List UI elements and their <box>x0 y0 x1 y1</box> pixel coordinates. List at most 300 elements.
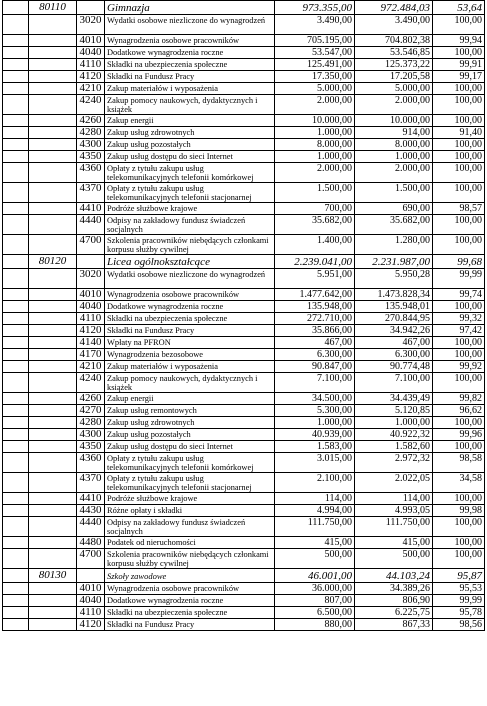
item-name: Zakup materiałów i wyposażenia <box>105 361 275 373</box>
table-row <box>3 393 485 405</box>
item-name: Zakup usług remontowych <box>105 405 275 417</box>
paragraph-code: 4480 <box>77 537 105 549</box>
blank-cell <box>29 473 77 493</box>
paragraph-code: 4300 <box>77 139 105 151</box>
section-exec: 972.484,03 <box>355 1 433 15</box>
section-plan: 973.355,00 <box>275 1 355 15</box>
paragraph-code: 4430 <box>77 505 105 517</box>
blank-cell <box>29 183 77 203</box>
blank-cell <box>3 313 29 325</box>
item-exec: 4.993,05 <box>355 505 433 517</box>
table-row <box>3 505 485 517</box>
item-name: Opłaty z tytułu zakupu usług telekomunikacyjnych telefonii komórkowej <box>105 453 275 473</box>
item-pct: 99,32 <box>433 313 485 325</box>
table-row <box>3 163 485 183</box>
section-name: Licea ogólnokształcące <box>105 255 275 269</box>
item-name: Odpisy na zakładowy fundusz świadczeń socjalnych <box>105 215 275 235</box>
blank-cell <box>29 47 77 59</box>
item-plan: 705.195,00 <box>275 35 355 47</box>
item-pct: 100,00 <box>433 183 485 203</box>
blank-cell <box>29 127 77 139</box>
table-row <box>3 35 485 47</box>
table-row <box>3 607 485 619</box>
paragraph-code: 4210 <box>77 361 105 373</box>
item-exec: 17.205,58 <box>355 71 433 83</box>
blank-cell <box>29 549 77 569</box>
blank-cell <box>29 71 77 83</box>
item-exec: 34.942,26 <box>355 325 433 337</box>
item-plan: 114,00 <box>275 493 355 505</box>
item-pct: 91,40 <box>433 127 485 139</box>
item-name: Podatek od nieruchomości <box>105 537 275 549</box>
item-pct: 98,58 <box>433 453 485 473</box>
table-row <box>3 361 485 373</box>
paragraph-code: 4410 <box>77 203 105 215</box>
item-exec: 1.473.828,34 <box>355 289 433 301</box>
item-plan: 53.547,00 <box>275 47 355 59</box>
item-exec: 3.490,00 <box>355 15 433 35</box>
blank-cell <box>3 373 29 393</box>
paragraph-code: 4040 <box>77 301 105 313</box>
item-exec: 111.750,00 <box>355 517 433 537</box>
item-plan: 17.350,00 <box>275 71 355 83</box>
section-plan: 46.001,00 <box>275 569 355 583</box>
item-pct: 100,00 <box>433 517 485 537</box>
item-plan: 272.710,00 <box>275 313 355 325</box>
table-row <box>3 15 485 35</box>
item-pct: 34,58 <box>433 473 485 493</box>
item-plan: 40.939,00 <box>275 429 355 441</box>
paragraph-code: 4120 <box>77 325 105 337</box>
blank-cell <box>29 393 77 405</box>
table-row <box>3 417 485 429</box>
blank-cell <box>29 417 77 429</box>
item-exec: 6.225,75 <box>355 607 433 619</box>
section-name: Szkoły zawodowe <box>105 569 275 583</box>
paragraph-code: 4440 <box>77 517 105 537</box>
section-exec: 2.231.987,00 <box>355 255 433 269</box>
item-name: Wynagrodzenia osobowe pracowników <box>105 35 275 47</box>
item-exec: 2.000,00 <box>355 95 433 115</box>
item-plan: 1.000,00 <box>275 417 355 429</box>
item-pct: 99,96 <box>433 429 485 441</box>
section-code: 80130 <box>29 569 77 583</box>
item-plan: 5.000,00 <box>275 83 355 95</box>
item-plan: 6.500,00 <box>275 607 355 619</box>
item-name: Składki na Fundusz Pracy <box>105 619 275 631</box>
blank-cell <box>3 115 29 127</box>
blank-cell <box>3 393 29 405</box>
item-plan: 3.490,00 <box>275 15 355 35</box>
blank-cell <box>29 95 77 115</box>
item-pct: 100,00 <box>433 373 485 393</box>
table-row <box>3 139 485 151</box>
item-name: Zakup pomocy naukowych, dydaktycznych i książek <box>105 95 275 115</box>
item-pct: 100,00 <box>433 549 485 569</box>
section-exec: 44.103,24 <box>355 569 433 583</box>
item-name: Składki na ubezpieczenia społeczne <box>105 313 275 325</box>
item-name: Zakup usług pozostałych <box>105 139 275 151</box>
table-row <box>3 183 485 203</box>
item-exec: 35.682,00 <box>355 215 433 235</box>
table-row <box>3 115 485 127</box>
table-row <box>3 59 485 71</box>
item-plan: 5.951,00 <box>275 269 355 289</box>
blank-cell <box>29 619 77 631</box>
blank-cell <box>3 349 29 361</box>
item-pct: 95,53 <box>433 583 485 595</box>
item-exec: 5.000,00 <box>355 83 433 95</box>
paragraph-code: 4350 <box>77 441 105 453</box>
item-pct: 98,56 <box>433 619 485 631</box>
blank-cell <box>29 59 77 71</box>
item-name: Dodatkowe wynagrodzenia roczne <box>105 47 275 59</box>
paragraph-code: 4280 <box>77 127 105 139</box>
table-row <box>3 269 485 289</box>
blank-cell <box>3 203 29 215</box>
item-name: Dodatkowe wynagrodzenia roczne <box>105 301 275 313</box>
blank-cell <box>3 607 29 619</box>
table-row <box>3 235 485 255</box>
blank-cell <box>3 183 29 203</box>
item-name: Szkolenia pracowników niebędących członkami korpusu służby cywilnej <box>105 235 275 255</box>
item-name: Wydatki osobowe niezliczone do wynagrodzeń <box>105 269 275 289</box>
blank-cell <box>29 537 77 549</box>
item-exec: 5.950,28 <box>355 269 433 289</box>
item-name: Zakup energii <box>105 393 275 405</box>
item-pct: 100,00 <box>433 151 485 163</box>
item-plan: 880,00 <box>275 619 355 631</box>
item-name: Wynagrodzenia osobowe pracowników <box>105 289 275 301</box>
item-name: Różne opłaty i składki <box>105 505 275 517</box>
item-exec: 704.802,38 <box>355 35 433 47</box>
item-pct: 99,99 <box>433 269 485 289</box>
item-plan: 2.000,00 <box>275 95 355 115</box>
table-row <box>3 595 485 607</box>
item-name: Wynagrodzenia bezosobowe <box>105 349 275 361</box>
item-pct: 96,62 <box>433 405 485 417</box>
item-pct: 100,00 <box>433 537 485 549</box>
table-row <box>3 619 485 631</box>
blank-cell <box>3 595 29 607</box>
table-row <box>3 493 485 505</box>
paragraph-code: 4270 <box>77 405 105 417</box>
table-row <box>3 549 485 569</box>
blank-cell <box>3 1 29 15</box>
section-header-row <box>3 1 485 15</box>
item-name: Wpłaty na PFRON <box>105 337 275 349</box>
paragraph-code: 4440 <box>77 215 105 235</box>
section-name: Gimnazja <box>105 1 275 15</box>
table-row <box>3 441 485 453</box>
paragraph-code: 4280 <box>77 417 105 429</box>
item-plan: 36.000,00 <box>275 583 355 595</box>
paragraph-code: 4210 <box>77 83 105 95</box>
paragraph-code: 4010 <box>77 583 105 595</box>
item-exec: 2.000,00 <box>355 163 433 183</box>
item-plan: 1.500,00 <box>275 183 355 203</box>
section-code: 80110 <box>29 1 77 15</box>
table-row <box>3 453 485 473</box>
table-row <box>3 47 485 59</box>
blank-cell <box>3 289 29 301</box>
blank-cell <box>3 127 29 139</box>
blank-cell <box>29 505 77 517</box>
paragraph-code: 3020 <box>77 15 105 35</box>
blank-cell <box>3 301 29 313</box>
table-row <box>3 289 485 301</box>
item-pct: 99,94 <box>433 35 485 47</box>
blank-cell <box>3 255 29 269</box>
section-pct: 99,68 <box>433 255 485 269</box>
blank-cell <box>29 337 77 349</box>
blank-cell <box>3 325 29 337</box>
table-row <box>3 83 485 95</box>
blank-cell <box>29 151 77 163</box>
item-name: Składki na Fundusz Pracy <box>105 71 275 83</box>
item-pct: 100,00 <box>433 115 485 127</box>
item-pct: 100,00 <box>433 47 485 59</box>
blank-cell <box>77 255 105 269</box>
item-plan: 90.847,00 <box>275 361 355 373</box>
item-exec: 2.972,32 <box>355 453 433 473</box>
paragraph-code: 3020 <box>77 269 105 289</box>
item-pct: 100,00 <box>433 337 485 349</box>
blank-cell <box>29 163 77 183</box>
item-name: Opłaty z tytułu zakupu usług telekomunikacyjnych telefonii stacjonarnej <box>105 473 275 493</box>
item-plan: 4.994,00 <box>275 505 355 517</box>
item-exec: 1.280,00 <box>355 235 433 255</box>
item-pct: 100,00 <box>433 441 485 453</box>
item-name: Wydatki osobowe niezliczone do wynagrodzeń <box>105 15 275 35</box>
item-plan: 10.000,00 <box>275 115 355 127</box>
blank-cell <box>29 301 77 313</box>
item-name: Zakup materiałów i wyposażenia <box>105 83 275 95</box>
paragraph-code: 4360 <box>77 163 105 183</box>
item-exec: 1.000,00 <box>355 417 433 429</box>
blank-cell <box>29 115 77 127</box>
paragraph-code: 4260 <box>77 115 105 127</box>
paragraph-code: 4700 <box>77 235 105 255</box>
blank-cell <box>3 429 29 441</box>
paragraph-code: 4110 <box>77 59 105 71</box>
item-name: Podróże służbowe krajowe <box>105 493 275 505</box>
item-exec: 500,00 <box>355 549 433 569</box>
item-name: Składki na ubezpieczenia społeczne <box>105 607 275 619</box>
blank-cell <box>29 373 77 393</box>
blank-cell <box>29 139 77 151</box>
blank-cell <box>29 203 77 215</box>
blank-cell <box>3 95 29 115</box>
blank-cell <box>29 429 77 441</box>
blank-cell <box>3 15 29 35</box>
table-row <box>3 127 485 139</box>
blank-cell <box>29 441 77 453</box>
blank-cell <box>3 493 29 505</box>
table-row <box>3 203 485 215</box>
item-plan: 2.000,00 <box>275 163 355 183</box>
blank-cell <box>3 361 29 373</box>
item-name: Składki na ubezpieczenia społeczne <box>105 59 275 71</box>
paragraph-code: 4110 <box>77 313 105 325</box>
budget-table <box>2 0 485 631</box>
blank-cell <box>3 569 29 583</box>
item-exec: 1.500,00 <box>355 183 433 203</box>
blank-cell <box>3 441 29 453</box>
item-plan: 500,00 <box>275 549 355 569</box>
item-name: Zakup usług zdrowotnych <box>105 127 275 139</box>
blank-cell <box>29 493 77 505</box>
blank-cell <box>3 47 29 59</box>
blank-cell <box>29 607 77 619</box>
blank-cell <box>29 349 77 361</box>
item-pct: 100,00 <box>433 83 485 95</box>
item-name: Opłaty z tytułu zakupu usług telekomunikacyjnych telefonii komórkowej <box>105 163 275 183</box>
item-plan: 2.100,00 <box>275 473 355 493</box>
item-name: Zakup usług pozostałych <box>105 429 275 441</box>
item-plan: 700,00 <box>275 203 355 215</box>
item-pct: 99,82 <box>433 393 485 405</box>
blank-cell <box>29 215 77 235</box>
blank-cell <box>29 83 77 95</box>
blank-cell <box>3 405 29 417</box>
item-pct: 100,00 <box>433 215 485 235</box>
item-plan: 35.866,00 <box>275 325 355 337</box>
item-exec: 467,00 <box>355 337 433 349</box>
blank-cell <box>3 83 29 95</box>
blank-cell <box>3 215 29 235</box>
item-name: Podróże służbowe krajowe <box>105 203 275 215</box>
section-code: 80120 <box>29 255 77 269</box>
item-exec: 53.546,85 <box>355 47 433 59</box>
blank-cell <box>3 417 29 429</box>
blank-cell <box>3 517 29 537</box>
item-name: Składki na Fundusz Pracy <box>105 325 275 337</box>
blank-cell <box>3 473 29 493</box>
blank-cell <box>3 269 29 289</box>
item-exec: 34.439,49 <box>355 393 433 405</box>
blank-cell <box>3 453 29 473</box>
blank-cell <box>3 71 29 83</box>
item-plan: 5.300,00 <box>275 405 355 417</box>
blank-cell <box>3 505 29 517</box>
blank-cell <box>29 15 77 35</box>
paragraph-code: 4370 <box>77 473 105 493</box>
paragraph-code: 4360 <box>77 453 105 473</box>
item-plan: 3.015,00 <box>275 453 355 473</box>
item-name: Dodatkowe wynagrodzenia roczne <box>105 595 275 607</box>
item-exec: 90.774,48 <box>355 361 433 373</box>
item-pct: 100,00 <box>433 163 485 183</box>
item-name: Opłaty z tytułu zakupu usług telekomunikacyjnych telefonii stacjonarnej <box>105 183 275 203</box>
blank-cell <box>29 405 77 417</box>
item-pct: 99,91 <box>433 59 485 71</box>
blank-cell <box>3 235 29 255</box>
item-pct: 98,57 <box>433 203 485 215</box>
item-exec: 2.022,05 <box>355 473 433 493</box>
table-row <box>3 325 485 337</box>
paragraph-code: 4300 <box>77 429 105 441</box>
table-row <box>3 71 485 83</box>
blank-cell <box>29 583 77 595</box>
item-pct: 100,00 <box>433 349 485 361</box>
blank-cell <box>3 619 29 631</box>
table-row <box>3 583 485 595</box>
item-plan: 415,00 <box>275 537 355 549</box>
item-plan: 34.500,00 <box>275 393 355 405</box>
item-exec: 34.389,26 <box>355 583 433 595</box>
item-pct: 100,00 <box>433 139 485 151</box>
table-row <box>3 517 485 537</box>
item-exec: 125.373,22 <box>355 59 433 71</box>
item-pct: 95,78 <box>433 607 485 619</box>
item-name: Zakup usług zdrowotnych <box>105 417 275 429</box>
table-row <box>3 537 485 549</box>
item-plan: 6.300,00 <box>275 349 355 361</box>
paragraph-code: 4140 <box>77 337 105 349</box>
item-exec: 114,00 <box>355 493 433 505</box>
item-name: Szkolenia pracowników niebędących członkami korpusu służby cywilnej <box>105 549 275 569</box>
item-plan: 35.682,00 <box>275 215 355 235</box>
blank-cell <box>29 361 77 373</box>
item-pct: 100,00 <box>433 15 485 35</box>
section-header-row <box>3 255 485 269</box>
paragraph-code: 4260 <box>77 393 105 405</box>
item-exec: 690,00 <box>355 203 433 215</box>
paragraph-code: 4240 <box>77 95 105 115</box>
item-exec: 914,00 <box>355 127 433 139</box>
item-pct: 100,00 <box>433 301 485 313</box>
item-plan: 135.948,00 <box>275 301 355 313</box>
item-plan: 1.583,00 <box>275 441 355 453</box>
item-plan: 1.000,00 <box>275 151 355 163</box>
item-name: Zakup usług dostępu do sieci Internet <box>105 441 275 453</box>
table-row <box>3 95 485 115</box>
item-pct: 100,00 <box>433 95 485 115</box>
blank-cell <box>3 583 29 595</box>
item-plan: 8.000,00 <box>275 139 355 151</box>
blank-cell <box>29 289 77 301</box>
blank-cell <box>3 139 29 151</box>
paragraph-code: 4010 <box>77 35 105 47</box>
paragraph-code: 4120 <box>77 619 105 631</box>
item-plan: 807,00 <box>275 595 355 607</box>
budget-table-body <box>3 1 485 631</box>
item-pct: 97,42 <box>433 325 485 337</box>
blank-cell <box>3 151 29 163</box>
item-pct: 100,00 <box>433 417 485 429</box>
paragraph-code: 4170 <box>77 349 105 361</box>
paragraph-code: 4040 <box>77 47 105 59</box>
item-pct: 100,00 <box>433 493 485 505</box>
item-name: Zakup usług dostępu do sieci Internet <box>105 151 275 163</box>
item-plan: 1.477.642,00 <box>275 289 355 301</box>
item-exec: 1.000,00 <box>355 151 433 163</box>
blank-cell <box>29 269 77 289</box>
blank-cell <box>3 337 29 349</box>
item-exec: 5.120,85 <box>355 405 433 417</box>
table-row <box>3 373 485 393</box>
section-pct: 95,87 <box>433 569 485 583</box>
paragraph-code: 4120 <box>77 71 105 83</box>
table-row <box>3 151 485 163</box>
item-exec: 415,00 <box>355 537 433 549</box>
blank-cell <box>77 569 105 583</box>
item-plan: 1.000,00 <box>275 127 355 139</box>
blank-cell <box>29 453 77 473</box>
item-exec: 40.922,32 <box>355 429 433 441</box>
blank-cell <box>3 549 29 569</box>
